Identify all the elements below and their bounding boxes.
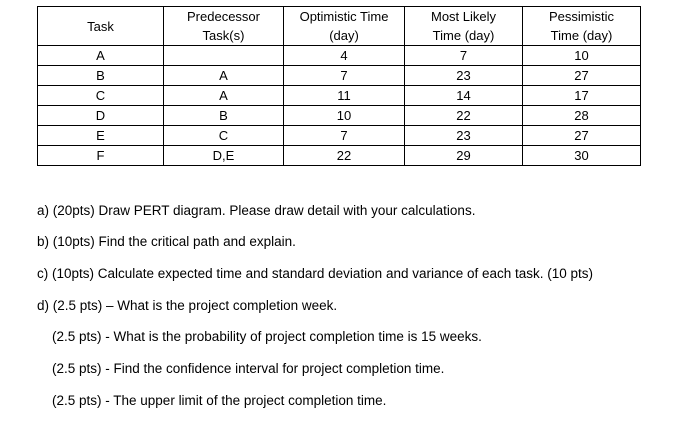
- header-optimistic: [284, 7, 405, 46]
- cell-task: A: [38, 46, 164, 66]
- header-most-likely: [405, 7, 523, 46]
- cell-optimistic: 11: [284, 86, 405, 106]
- header-pessimistic: [523, 7, 641, 46]
- cell-task: E: [38, 126, 164, 146]
- question-d: d) (2.5 pts) – What is the project completion week.: [37, 298, 338, 313]
- header-text: Task(s): [202, 28, 245, 43]
- cell-pessimistic: 27: [523, 126, 641, 146]
- header-text: Optimistic Time: [299, 9, 389, 24]
- question-d-upper-limit: (2.5 pts) - The upper limit of the project completion time.: [52, 393, 387, 408]
- cell-predecessor: C: [164, 126, 284, 146]
- cell-task: F: [38, 146, 164, 166]
- cell-predecessor: [164, 46, 284, 66]
- cell-most-likely: 14: [405, 86, 523, 106]
- question-a: a) (20pts) Draw PERT diagram. Please draw detail with your calculations.: [37, 203, 476, 218]
- cell-optimistic: 10: [284, 106, 405, 126]
- table-header-row: [38, 7, 641, 46]
- header-text: Time (day): [432, 28, 495, 43]
- cell-most-likely: 7: [405, 46, 523, 66]
- cell-most-likely: 23: [405, 66, 523, 86]
- cell-most-likely: 23: [405, 126, 523, 146]
- table-row: [38, 126, 641, 146]
- cell-task: B: [38, 66, 164, 86]
- question-c: c) (10pts) Calculate expected time and standard deviation and variance of each task. (10 pts): [37, 266, 594, 281]
- cell-predecessor: A: [164, 66, 284, 86]
- cell-predecessor: A: [164, 86, 284, 106]
- cell-optimistic: 7: [284, 66, 405, 86]
- cell-pessimistic: 17: [523, 86, 641, 106]
- cell-optimistic: 7: [284, 126, 405, 146]
- cell-predecessor: B: [164, 106, 284, 126]
- cell-most-likely: 29: [405, 146, 523, 166]
- cell-most-likely: 22: [405, 106, 523, 126]
- cell-optimistic: 22: [284, 146, 405, 166]
- header-task: [38, 7, 164, 46]
- cell-task: C: [38, 86, 164, 106]
- header-predecessor: [164, 7, 284, 46]
- question-d-probability: (2.5 pts) - What is the probability of project completion time is 15 weeks.: [52, 329, 482, 344]
- cell-optimistic: 4: [284, 46, 405, 66]
- cell-pessimistic: 28: [523, 106, 641, 126]
- header-text: Time (day): [550, 28, 613, 43]
- cell-pessimistic: 10: [523, 46, 641, 66]
- header-text: Task: [87, 18, 114, 34]
- header-text: Pessimistic: [548, 9, 614, 24]
- pert-task-table: [37, 6, 641, 166]
- table-row: [38, 106, 641, 126]
- header-text: Most Likely: [430, 9, 497, 24]
- header-text: (day): [329, 28, 359, 43]
- table-row: [38, 46, 641, 66]
- question-d-confidence-interval: (2.5 pts) - Find the confidence interval for project completion time.: [52, 361, 445, 376]
- cell-predecessor: D,E: [164, 146, 284, 166]
- table-row: [38, 66, 641, 86]
- cell-pessimistic: 30: [523, 146, 641, 166]
- question-b: b) (10pts) Find the critical path and explain.: [37, 234, 296, 249]
- cell-task: D: [38, 106, 164, 126]
- cell-pessimistic: 27: [523, 66, 641, 86]
- table-row: [38, 146, 641, 166]
- header-text: Predecessor: [187, 9, 260, 24]
- table-row: [38, 86, 641, 106]
